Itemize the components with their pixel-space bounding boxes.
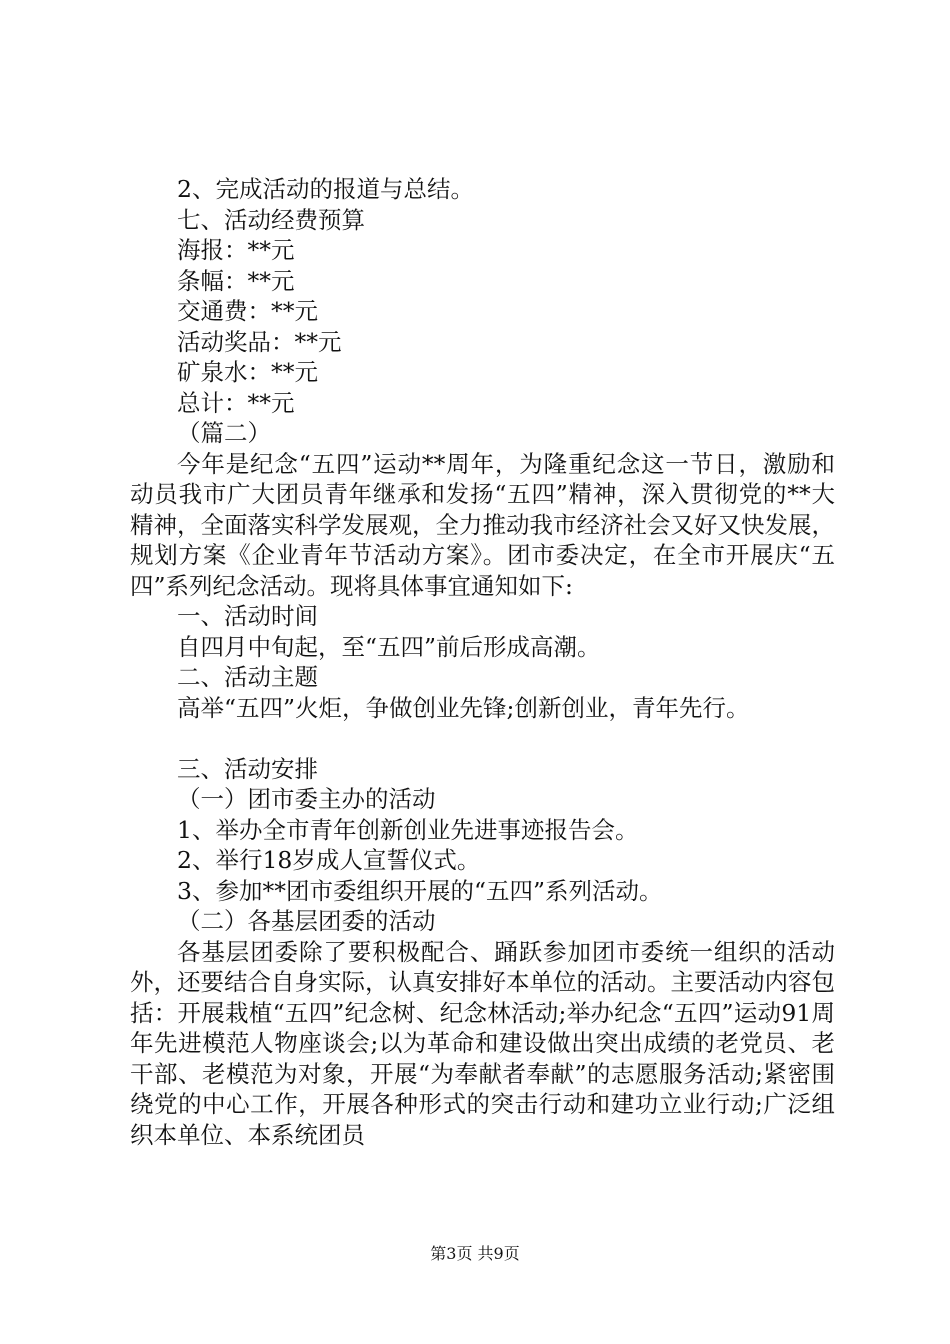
section-heading: 一、活动时间 [177, 602, 318, 630]
page-number-footer: 第3页 共9页 [430, 1244, 520, 1263]
budget-item: 矿泉水：**元 [177, 358, 318, 386]
text-line: 高举“五四”火炬，争做创业先锋;创新创业，青年先行。 [177, 693, 750, 722]
list-item: 1、举办全市青年创新创业先进事迹报告会。 [177, 815, 639, 844]
subsection-heading: （一）团市委主办的活动 [177, 785, 436, 813]
paragraph: 各基层团委除了要积极配合、踊跃参加团市委统一组织的活动外，还要结合自身实际，认真安排好本单位的活动。主要活动内容包括：开展栽植“五四”纪念树、纪念林活动;举办纪念“五四”运动91周年先进模范人物座谈会;以为革命和建设做出突出成绩的老党员、老干部、老模范为对象，开展“为奉献者奉献”的志愿服务活动;紧密围绕党的中心工作，开展各种形式的突击行动和建功立业行动;广泛组织本单位、本系统团员 [130, 937, 835, 1149]
section-heading: 二、活动主题 [177, 663, 318, 691]
text-line: 自四月中旬起，至“五四”前后形成高潮。 [177, 632, 601, 661]
list-item: 3、参加**团市委组织开展的“五四”系列活动。 [177, 876, 663, 905]
list-item: 2、举行18岁成人宣誓仪式。 [177, 846, 481, 874]
subsection-heading: （二）各基层团委的活动 [177, 907, 436, 935]
budget-item: 活动奖品：**元 [177, 327, 342, 356]
section-heading: 三、活动安排 [177, 754, 318, 783]
budget-item: 交通费：**元 [177, 297, 318, 325]
text-line: 2、完成活动的报道与总结。 [177, 175, 474, 203]
blank-line [130, 723, 835, 754]
budget-item: 条幅：**元 [177, 266, 295, 295]
paragraph: 今年是纪念“五四”运动**周年，为隆重纪念这一节日，激励和动员我市广大团员青年继承和发扬“五四”精神，深入贯彻党的**大精神，全面落实科学发展观，全力推动我市经济社会又好又快发展，规划方案《企业青年节活动方案》。团市委决定，在全市开展庆“五四”系列纪念活动。现将具体事宜通知如下: [130, 449, 835, 600]
budget-item: 海报：**元 [177, 236, 295, 264]
budget-total: 总计：**元 [177, 388, 295, 417]
section-heading: 七、活动经费预算 [177, 205, 365, 234]
chapter-heading: （篇二） [177, 419, 271, 447]
document-body [130, 174, 835, 1150]
